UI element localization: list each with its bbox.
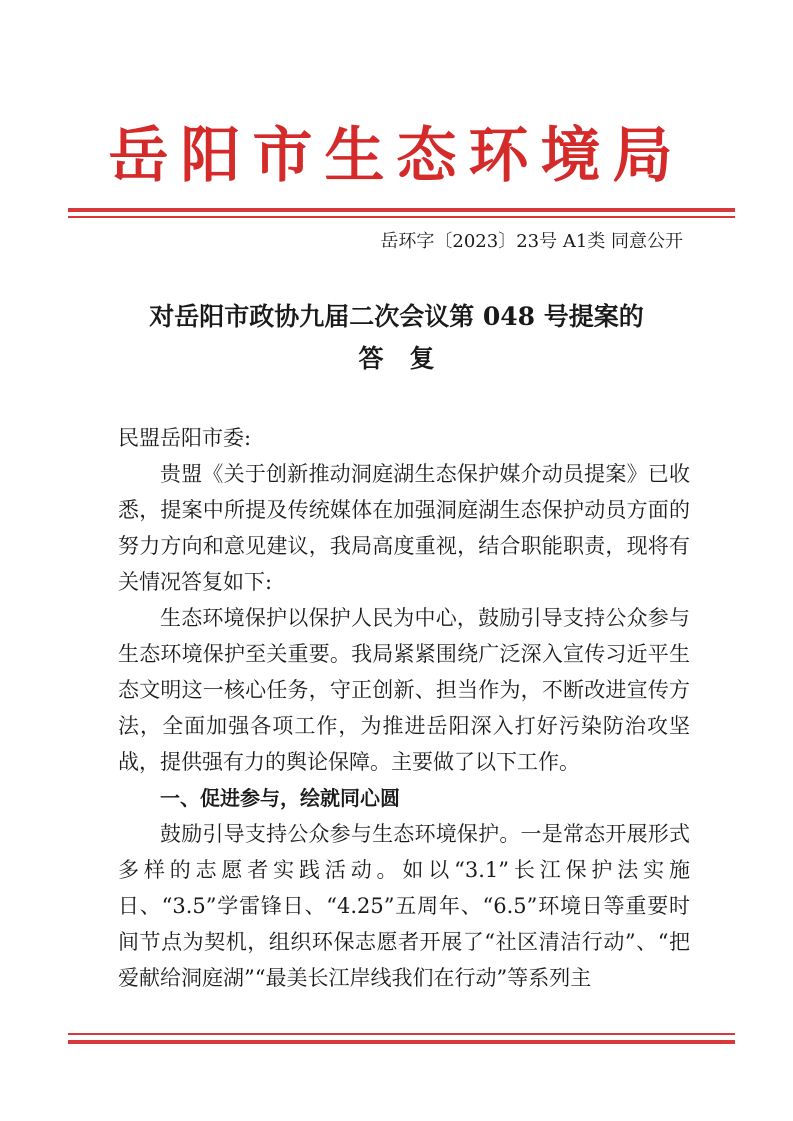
body-paragraph: 生态环境保护以保护人民为中心，鼓励引导支持公众参与生态环境保护至关重要。我局紧紧围绕广泛深入宣传习近平生态文明这一核心任务，守正创新、担当作为，不断改进宣传方法，全面加强各项工作，为推进岳阳深入打好污染防治攻坚战，提供强有力的舆论保障。主要做了以下工作。 [118,606,690,774]
document-body [118,420,690,996]
document-title-line2: 答复 [358,344,461,373]
document-title-line1: 对岳阳市政协九届二次会议第 048 号提案的 [149,302,644,331]
footer-rule-thin [68,1033,735,1035]
letterhead-rule-thick [68,208,735,212]
letterhead-rule-thin [68,216,735,218]
salutation: 民盟岳阳市委: [118,426,252,450]
letterhead-title: 岳阳市生态环境局 [108,121,685,191]
body-paragraph: 贵盟《关于创新推动洞庭湖生态保护媒介动员提案》已收悉，提案中所提及传统媒体在加强洞庭湖生态保护动员方面的努力方向和意见建议，我局高度重视，结合职能职责，现将有关情况答复如下: [118,462,690,594]
document-number: 岳环字〔2023〕23号 A1类 同意公开 [380,231,683,252]
document-title [0,296,793,380]
section-paragraph: 鼓励引导支持公众参与生态环境保护。一是常态开展形式多样的志愿者实践活动。如以“3.1”长江保护法实施日、“3.5”学雷锋日、“4.25”五周年、“6.5”环境日等重要时间节点为契机，组织环保志愿者开展了“社区清洁行动”、“把爱献给洞庭湖”“最美长江岸线我们在行动”等系列主 [118,822,690,990]
footer-rule-thick [68,1040,735,1044]
section-heading: 一、促进参与，绘就同心圆 [160,786,400,810]
